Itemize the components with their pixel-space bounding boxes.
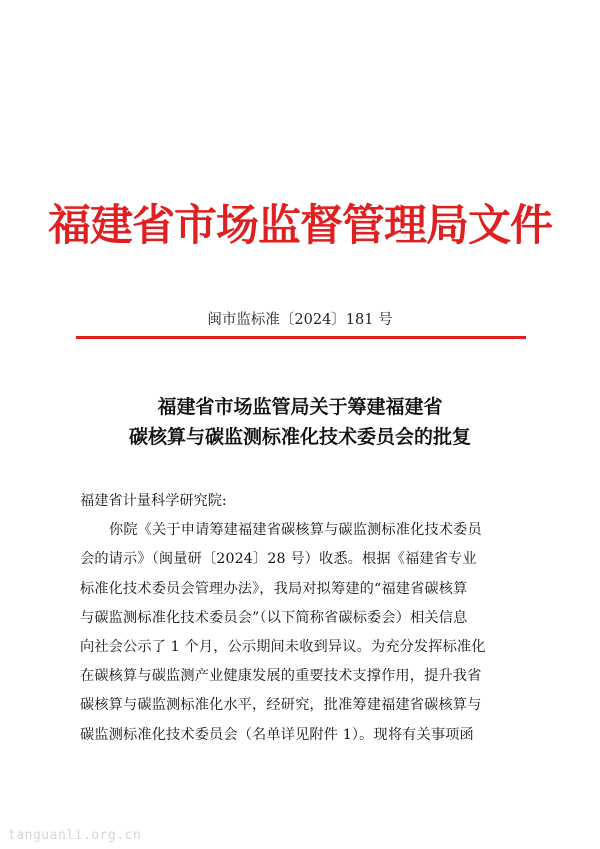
document-body: [80, 487, 528, 750]
document-number: 闽市监标准〔2024〕181 号: [207, 312, 393, 328]
paragraph-line: 你院《关于申请筹建福建省碳核算与碳监测标准化技术委员: [109, 522, 482, 539]
paragraph-line: 向社会公示了 1 个月，公示期间未收到异议。为充分发挥标准化: [80, 639, 486, 656]
paragraph-line: 与碳监测标准化技术委员会”（以下简称省碳标委会）相关信息: [80, 609, 468, 626]
paragraph-line: 碳核算与碳监测标准化水平，经研究，批准筹建福建省碳核算与: [80, 697, 482, 714]
document-title: [0, 392, 600, 452]
masthead-title: 福建省市场监督管理局文件: [48, 201, 552, 251]
red-divider-line: [76, 336, 526, 339]
paragraph-line: 会的请示》（闽量研〔2024〕28 号）收悉。根据《福建省专业: [80, 551, 477, 568]
document-title-line-1: 福建省市场监管局关于筹建福建省: [157, 396, 443, 418]
paragraph-line: 在碳核算与碳监测产业健康发展的重要技术支撑作用，提升我省: [80, 668, 482, 685]
watermark: tanguanli.org.cn: [8, 828, 142, 843]
paragraph-line: 标准化技术委员会管理办法》，我局对拟筹建的“福建省碳核算: [80, 580, 468, 597]
paragraph-line: 碳监测标准化技术委员会（名单详见附件 1）。现将有关事项函: [80, 726, 474, 743]
salutation: 福建省计量科学研究院:: [80, 493, 227, 509]
document-title-line-2: 碳核算与碳监测标准化技术委员会的批复: [128, 426, 471, 448]
